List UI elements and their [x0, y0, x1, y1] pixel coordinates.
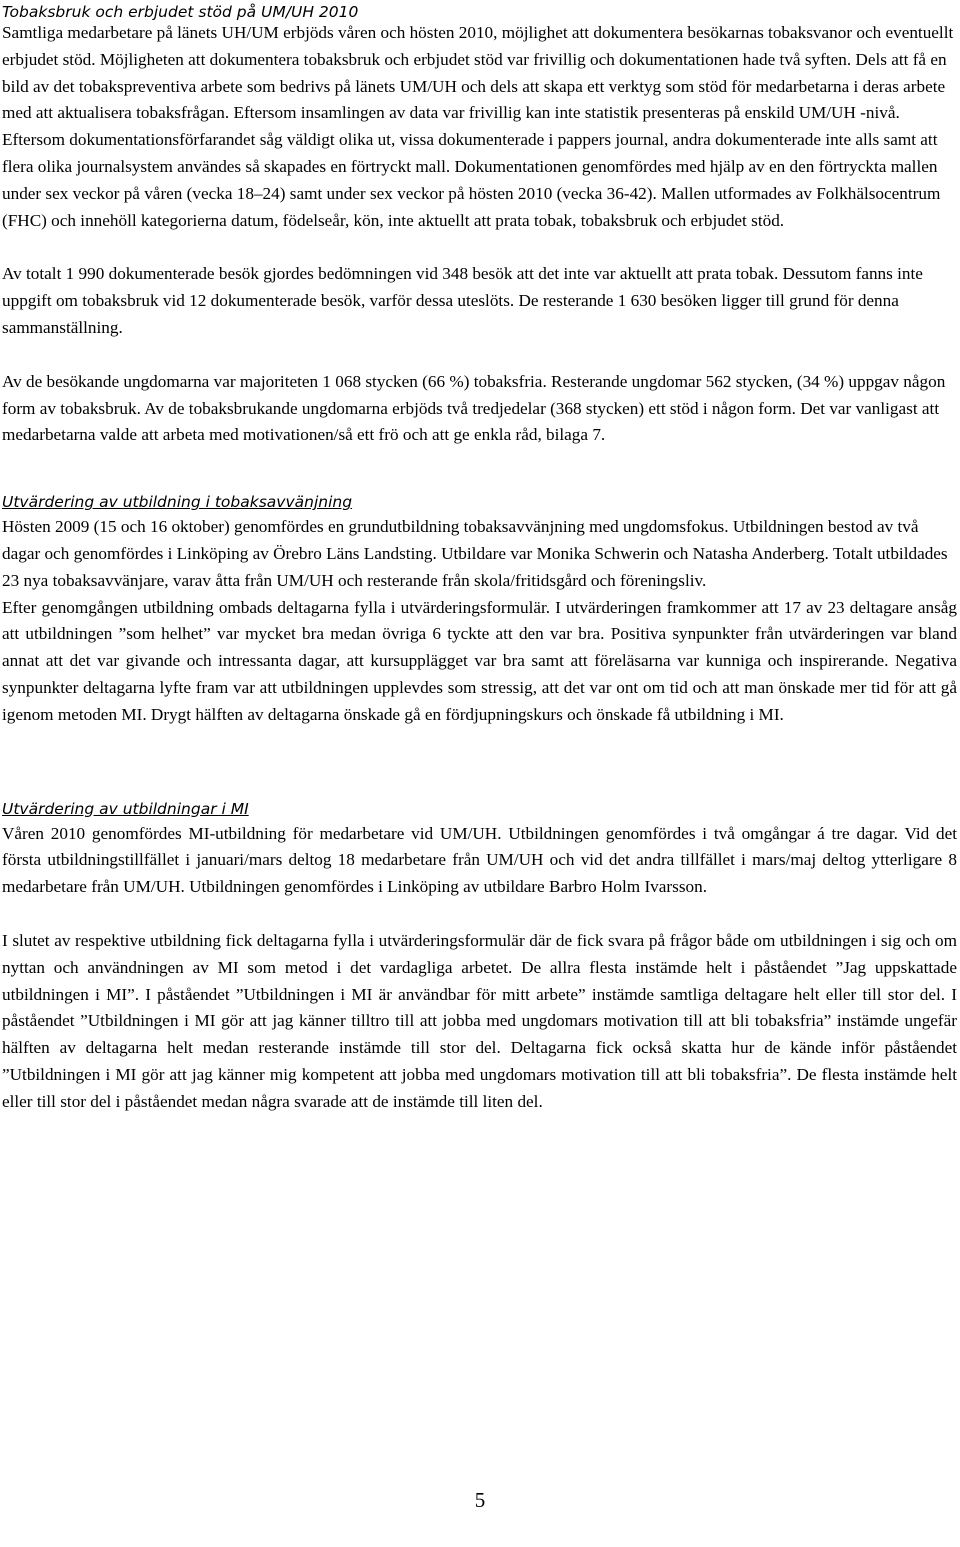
paragraph-utbildning-tobak-info: Hösten 2009 (15 och 16 oktober) genomfördes en grundutbildning tobaksavvänjning med ungdomsfokus. Utbildningen bestod av två dagar och genomfördes i Linköping av Örebro Läns Landsting. Utbildare var Monika Schwerin och Natasha Anderberg. Totalt utbildades 23 nya tobaksavvänjare, varav åtta från UM/UH och resterande från skola/fritidsgård och föreningsliv. [2, 517, 948, 590]
page-number: 5 [474, 1488, 486, 1512]
section-heading-utbildning-tobak: Utvärdering av utbildning i tobaksavvänjning [2, 493, 353, 512]
paragraph-utbildning-mi-info: Våren 2010 genomfördes MI-utbildning för medarbetare vid UM/UH. Utbildningen genomfördes i två omgångar á tre dagar. Vid det första utbildningstillfället i januari/mars deltog 18 medarbetare från UM/UH och vid det andra tillfället i mars/maj deltog ytterligare 8 medarbetare från UM/UH. Utbildningen genomfördes i Linköping av utbildare Barbro Holm Ivarsson. [2, 823, 957, 897]
paragraph-tobaksbruk-intro: Samtliga medarbetare på länets UH/UM erbjöds våren och hösten 2010, möjlighet att dokumentera besökarnas tobaksvanor och eventuellt erbjudet stöd. Möjligheten att dokumentera tobaksbruk och erbjudet stöd var frivillig och dokumentationen hade två syften. Dels att få en bild av det tobakspreventiva arbete som bedrivs på länets UM/UH och dels att skapa ett verktyg som stöd för medarbetarna i deras arbete med att aktualisera tobaksfrågan. Eftersom insamlingen av data var frivillig kan inte statistik presenteras på enskild UM/UH -nivå. Eftersom dokumentationsförfarandet såg väldigt olika ut, vissa dokumenterade i pappers journal, andra dokumenterade inte alls samt att flera olika journalsystem användes så skapades en förtryckt mall. Dokumentationen genomfördes med hjälp av en den förtryckta mallen under sex veckor på våren (vecka 18–24) samt under sex veckor på hösten 2010 (vecka 36-42). Mallen utformades av Folkhälsocentrum (FHC) och innehöll kategorierna datum, födelseår, kön, inte aktuellt att prata tobak, tobaksbruk och erbjudet stöd. [2, 23, 954, 230]
section-heading-tobaksbruk: Tobaksbruk och erbjudet stöd på UM/UH 2010 [2, 3, 359, 21]
section-heading-utbildning-mi: Utvärdering av utbildningar i MI [2, 799, 249, 818]
paragraph-utbildning-tobak-utvardering: Efter genomgången utbildning ombads deltagarna fylla i utvärderingsformulär. I utvärderingen framkommer att 17 av 23 deltagare ansåg att utbildningen ”som helhet” var mycket bra medan övriga 6 tyckte att den var bra. Positiva synpunkter från utvärderingen var bland annat att det var givande och intressanta dagar, att kursupplägget var bra samt att föreläsarna var kunniga och inspirerande. Negativa synpunkter deltagarna lyfte fram var att utbildningen upplevdes som stressig, att det var ont om tid och att man önskade mer tid för att gå igenom metoden MI. Drygt hälften av deltagarna önskade gå en fördjupningskurs och önskade få utbildning i MI. [2, 597, 957, 724]
paragraph-utbildning-mi-utvardering: I slutet av respektive utbildning fick deltagarna fylla i utvärderingsformulär där de fick svara på frågor både om utbildningen i sig och om nyttan och användningen av MI som metod i det vardagliga arbetet. De allra flesta instämde helt i påståendet ”Jag uppskattade utbildningen i MI”. I påståendet ”Utbildningen i MI är användbar för mitt arbete” instämde samtliga deltagare helt eller till stor del. I påståendet ”Utbildningen i MI gör att jag känner tilltro till att jobba med ungdomars motivation till att bli tobaksfria” instämde ungefär hälften av deltagarna helt medan resterande instämde till stor del. Deltagarna fick också skatta hur de kände inför påståendet ”Utbildningen i MI gör att jag känner mig kompetent att jobba med ungdomars motivation till att bli tobaksfria”. De flesta instämde helt eller till stor del i påståendet medan några svarade att de instämde till liten del. [2, 930, 957, 1111]
paragraph-tobaksbruk-ungdomar: Av de besökande ungdomarna var majoriteten 1 068 stycken (66 %) tobaksfria. Resterande ungdomar 562 stycken, (34 %) uppgav någon form av tobaksbruk. Av de tobaksbrukande ungdomarna erbjöds två tredjedelar (368 stycken) ett stöd i någon form. Det var vanligast att medarbetarna valde att arbeta med motivationen/så ett frö och att ge enkla råd, bilaga 7. [2, 371, 946, 445]
paragraph-tobaksbruk-besok: Av totalt 1 990 dokumenterade besök gjordes bedömningen vid 348 besök att det inte var aktuellt att prata tobak. Dessutom fanns inte uppgift om tobaksbruk vid 12 dokumenterade besök, varför dessa uteslöts. De resterande 1 630 besöken ligger till grund för denna sammanställning. [2, 264, 923, 337]
